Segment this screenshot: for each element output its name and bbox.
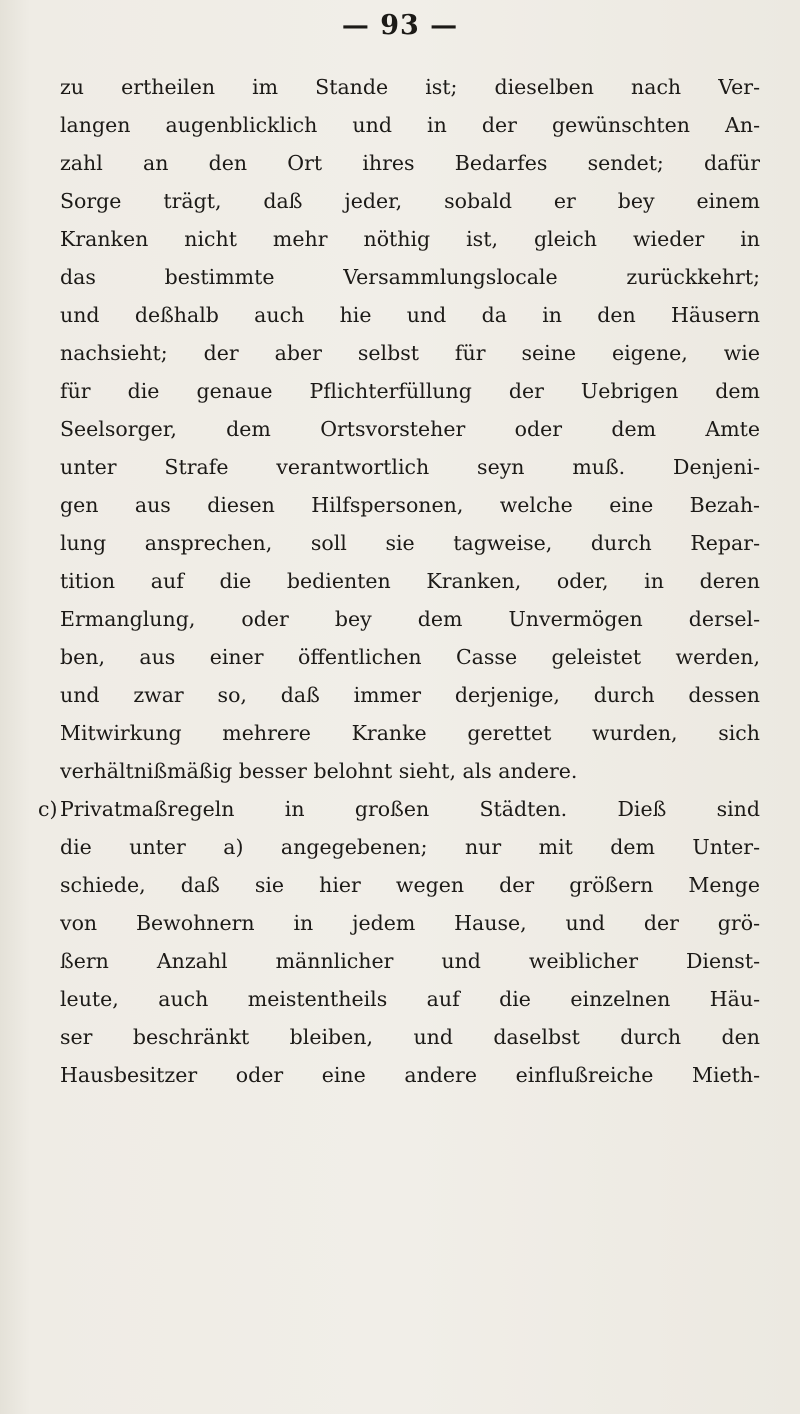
text-line: zahl an den Ort ihres Bedarfes sendet; dafür bbox=[60, 151, 760, 175]
text-line: das bestimmte Versammlungslocale zurückkehrt; bbox=[60, 265, 760, 289]
page-number: — 93 — bbox=[341, 10, 459, 41]
text-line: schiede, daß sie hier wegen der größern Menge bbox=[60, 873, 760, 897]
text-line: die unter a) angegebenen; nur mit dem Unter- bbox=[60, 835, 760, 859]
text-line: und zwar so, daß immer derjenige, durch dessen bbox=[60, 683, 760, 707]
text-line: lung ansprechen, soll sie tagweise, durch Repar- bbox=[60, 531, 760, 555]
text-line: Seelsorger, dem Ortsvorsteher oder dem Amte bbox=[60, 417, 760, 441]
text-line: gen aus diesen Hilfspersonen, welche eine Bezah- bbox=[60, 493, 760, 517]
text-line: nachsieht; der aber selbst für seine eigene, wie bbox=[60, 341, 760, 365]
text-line: langen augenblicklich und in der gewünschten An- bbox=[60, 113, 760, 137]
paragraph-1 bbox=[60, 68, 760, 790]
text-line: Kranken nicht mehr nöthig ist, gleich wieder in bbox=[60, 227, 760, 251]
text-line: für die genaue Pflichterfüllung der Uebrigen dem bbox=[60, 379, 760, 403]
text-line: Mitwirkung mehrere Kranke gerettet wurden, sich bbox=[60, 721, 760, 745]
text-line: ser beschränkt bleiben, und daselbst durch den bbox=[60, 1025, 760, 1049]
text-line: ßern Anzahl männlicher und weiblicher Dienst- bbox=[60, 949, 760, 973]
list-marker: c) bbox=[38, 797, 58, 821]
text-line: Ermanglung, oder bey dem Unvermögen dersel- bbox=[60, 607, 760, 631]
paragraph-2 bbox=[38, 790, 760, 1094]
text-line: Privatmaßregeln in großen Städten. Dieß sind bbox=[60, 797, 760, 821]
text-line: tition auf die bedienten Kranken, oder, in deren bbox=[60, 569, 760, 593]
text-line: ben, aus einer öffentlichen Casse geleistet werden, bbox=[60, 645, 760, 669]
text-line: Hausbesitzer oder eine andere einflußreiche Mieth- bbox=[60, 1063, 760, 1087]
text-line: Sorge trägt, daß jeder, sobald er bey einem bbox=[60, 189, 760, 213]
text-line: von Bewohnern in jedem Hause, und der grö- bbox=[60, 911, 760, 935]
text-line: leute, auch meistentheils auf die einzelnen Häu- bbox=[60, 987, 760, 1011]
text-line: verhältnißmäßig besser belohnt sieht, als andere. bbox=[60, 759, 578, 783]
text-line: und deßhalb auch hie und da in den Häusern bbox=[60, 303, 760, 327]
text-line: zu ertheilen im Stande ist; dieselben nach Ver- bbox=[60, 75, 760, 99]
text-line: unter Strafe verantwortlich seyn muß. Denjeni- bbox=[60, 455, 760, 479]
body-text bbox=[38, 68, 760, 1094]
